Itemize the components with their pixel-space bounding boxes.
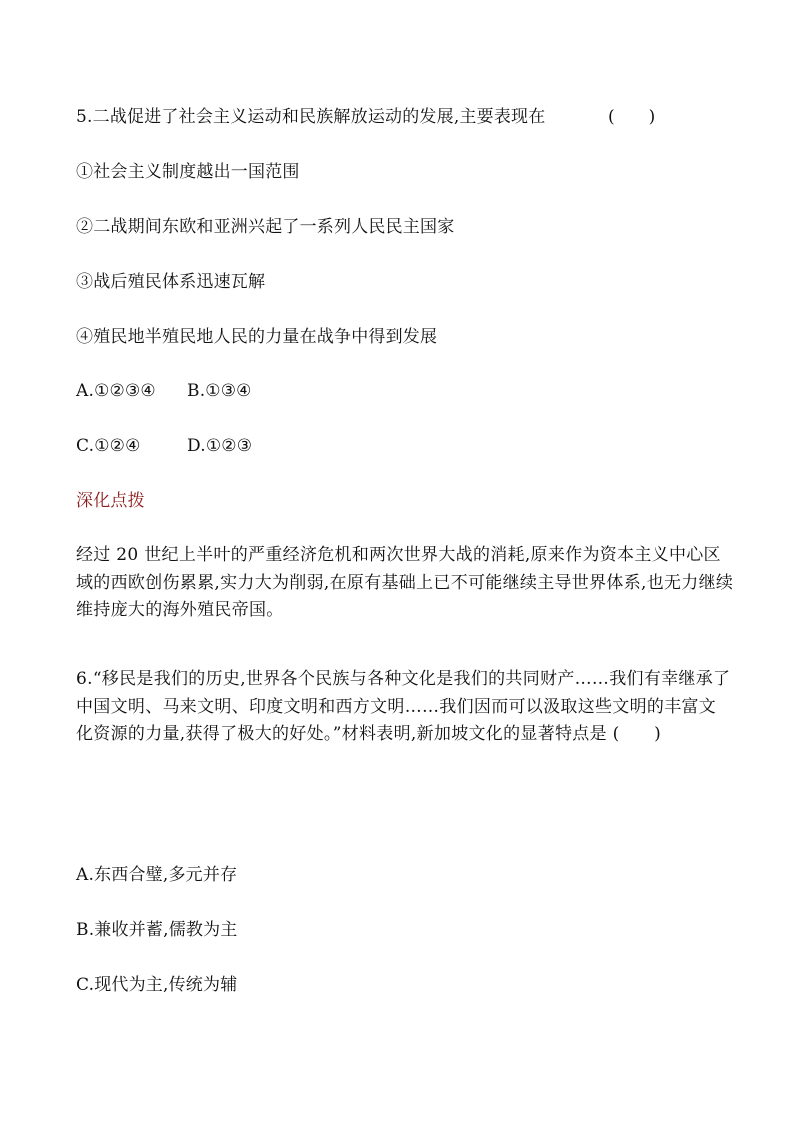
question-5-option-b: B.①③④: [187, 381, 252, 401]
question-6-answer-paren: ( ): [612, 724, 662, 744]
section-title: 深化点拨: [76, 491, 145, 511]
question-5-item-4: ④殖民地半殖民地人民的力量在战争中得到发展: [76, 327, 438, 347]
question-6-option-b: B.兼收并蓄,儒教为主: [76, 920, 238, 940]
question-5-option-d: D.①②③: [187, 436, 253, 456]
question-5-answer-paren: ( ): [608, 107, 656, 127]
question-5-item-3: ③战后殖民体系迅速瓦解: [76, 272, 266, 292]
question-6-option-a: A.东西合璧,多元并存: [76, 865, 238, 885]
question-5-option-a: A.①②③④: [76, 381, 156, 401]
question-6-stem-block: [76, 666, 732, 749]
question-5-stem: 5.二战促进了社会主义运动和民族解放运动的发展,主要表现在: [76, 107, 546, 127]
section-explanation: 经过 20 世纪上半叶的严重经济危机和两次世界大战的消耗,原来作为资本主义中心区域的西欧创伤累累,实力大为削弱,在原有基础上已不可能继续主导世界体系,也无力继续维持庞大的海外殖民帝国。: [76, 545, 734, 620]
question-6-stem: 6.“移民是我们的历史,世界各个民族与各种文化是我们的共同财产……我们有幸继承了中国文明、马来文明、印度文明和西方文明……我们因而可以汲取这些文明的丰富文化资源的力量,获得了极大的好处。”材料表明,新加坡文化的显著特点是: [76, 669, 731, 744]
question-5-option-c: C.①②④: [76, 436, 141, 456]
question-5-item-1: ①社会主义制度越出一国范围: [76, 162, 300, 182]
question-5-item-2: ②二战期间东欧和亚洲兴起了一系列人民民主国家: [76, 217, 455, 237]
question-6-option-c: C.现代为主,传统为辅: [76, 975, 238, 995]
